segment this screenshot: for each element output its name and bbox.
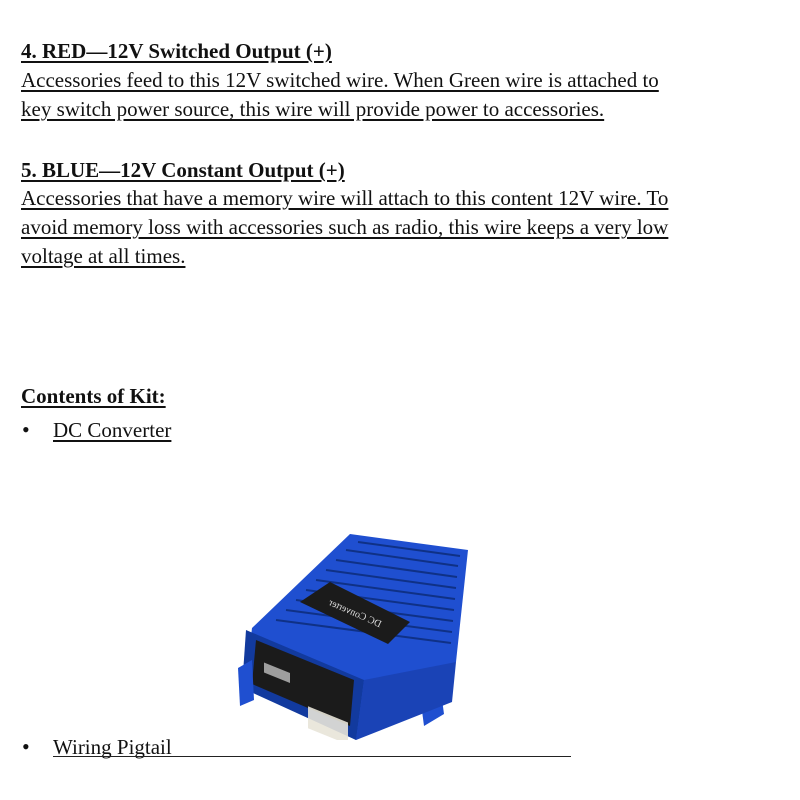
section-4-heading: 4. RED—12V Switched Output (+) (21, 39, 332, 63)
underline-rule (53, 756, 571, 757)
top-label-text: DC Converter (327, 597, 384, 631)
dc-converter-image (238, 530, 478, 740)
section-4-line: Accessories feed to this 12V switched wire. When Green wire is attached to (21, 68, 659, 92)
section-5-line: voltage at all times. (21, 244, 186, 268)
contents-heading: Contents of Kit: (21, 384, 166, 408)
section-5-heading: 5. BLUE—12V Constant Output (+) (21, 158, 345, 182)
section-4-line: key switch power source, this wire will provide power to accessories. (21, 97, 605, 121)
kit-item-dc-converter: DC Converter (53, 418, 172, 442)
section-5-body (21, 184, 668, 271)
section-5-line: Accessories that have a memory wire will attach to this content 12V wire. To (21, 186, 669, 210)
bullet-icon: • (22, 734, 30, 759)
kit-item-wiring-pigtail: Wiring Pigtail (53, 735, 172, 759)
mounting-ear (238, 660, 254, 706)
bullet-icon: • (22, 417, 30, 442)
section-5-line: avoid memory loss with accessories such as radio, this wire keeps a very low (21, 215, 669, 239)
section-4-body (21, 66, 659, 124)
